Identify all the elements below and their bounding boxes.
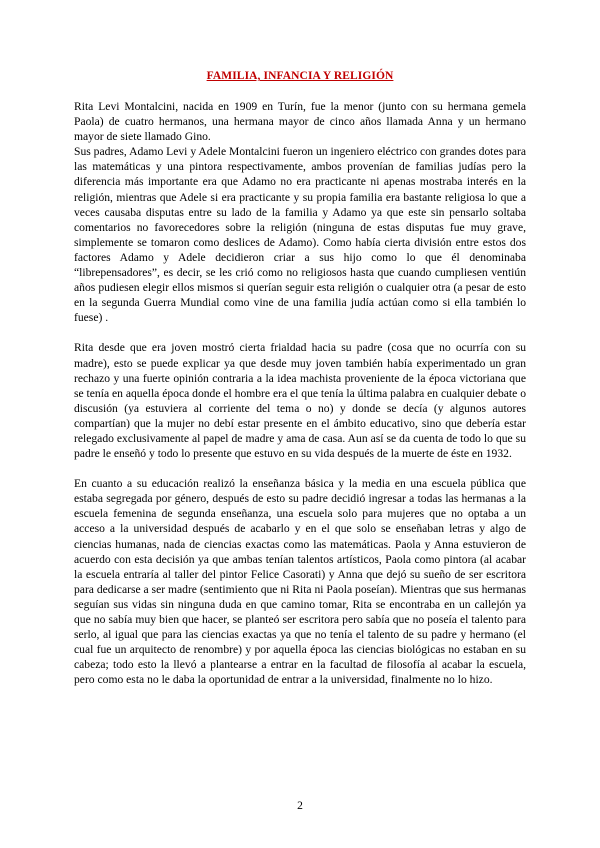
page-number: 2 [297,800,303,812]
body-text [74,99,526,687]
paragraph-parents: Sus padres, Adamo Levi y Adele Montalcini fueron un ingeniero eléctrico con grandes dotes para las matemáticas y una pintora respectivamente, ambos provenían de familias judías pero la diferencia más importante era que Adamo no era practicante ni apenas mostraba interés en la religión, mientras que Adele si era practicante y su propia familia era bastante religiosa lo que a veces causaba disputas entre su lado de la familia y Adamo ya que este sin pensarlo soltaba comentarios no favorecedores sobre la religión (ninguna de estas disputas fue muy grave, simplemente se tomaron como deslices de Adamo). Como había cierta división entre estos dos factores Adamo y Adele decidieron criar a sus hijo como lo que él denominaba “librepensadores”, es decir, se les crió como no religiosos hasta que cuando cumpliesen ventiún años pudiesen elegir ellos mismos si querían seguir esta religión o cualquier otra (a pesar de esto en la segunda Guerra Mundial como vine de una familia judía actúan como si ella también lo fuese) . [74,145,526,325]
paragraph-education: En cuanto a su educación realizó la enseñanza básica y la media en una escuela pública que estaba segregada por género, después de esto su padre decidió ingresar a todas las hermanas a la escuela femenina de segunda enseñanza, una escuela solo para mujeres que no optaba a un acceso a la universidad después de acabarlo y en el que solo se enseñaban letras y algo de ciencias humanas, nada de ciencias exactas como las matemáticas. Paola y Anna estuvieron de acuerdo con esta decisión ya que ambas tenían talentos artísticos, Paola como pintora (al acabar la escuela entraría al taller del pintor Felice Casorati) y Anna que dejó su sueño de ser escritora para dedicarse a ser madre (sentimiento que ni Rita ni Paola poseían). Mientras que sus hermanas seguían sus vidas sin ninguna duda en que camino tomar, Rita se encontraba en un callejón ya que no sabía muy bien que hacer, se planteó ser escritora pero sabía que no poseía el talento para serlo, al igual que para las ciencias exactas ya que no tenía el talento de su padre y hermano (el cual fue un arquitecto de renombre) y por aquella época las ciencias biológicas no estaban en su cabeza; todo esto la llevó a plantearse a entrar en la facultad de filosofía al acabar la escuela, pero como esta no le daba la oportunidad de entrar a la universidad, finalmente no lo hizo. [74,477,527,687]
paragraph-father-relationship: Rita desde que era joven mostró cierta frialdad hacia su padre (cosa que no ocurría con su madre), esto se puede explicar ya que desde muy joven también había experimentado un gran rechazo y una fuerte opinión contraria a la idea machista proveniente de la época victoriana que se tenía en aquella época donde el hombre era el que tenía la última palabra en cualquier debate o discusión (ya estuviera al corriente del tema o no) y donde se decía (y algunos autores compartían) que la mujer no debí estar presente en el ámbito educativo, sino que debería estar relegado exclusivamente al papel de madre y ama de casa. Aun así se da cuenta de todo lo que su padre le enseñó y todo lo presente que estuvo en su vida después de la muerte de éste en 1932. [74,341,526,461]
paragraph-birth: Rita Levi Montalcini, nacida en 1909 en Turín, fue la menor (junto con su hermana gemela Paola) de cuatro hermanos, una hermana mayor de cinco años llamada Anna y un hermano mayor de siete llamado Gino. [74,100,526,144]
section-title: FAMILIA, INFANCIA Y RELIGIÓN [206,70,394,82]
